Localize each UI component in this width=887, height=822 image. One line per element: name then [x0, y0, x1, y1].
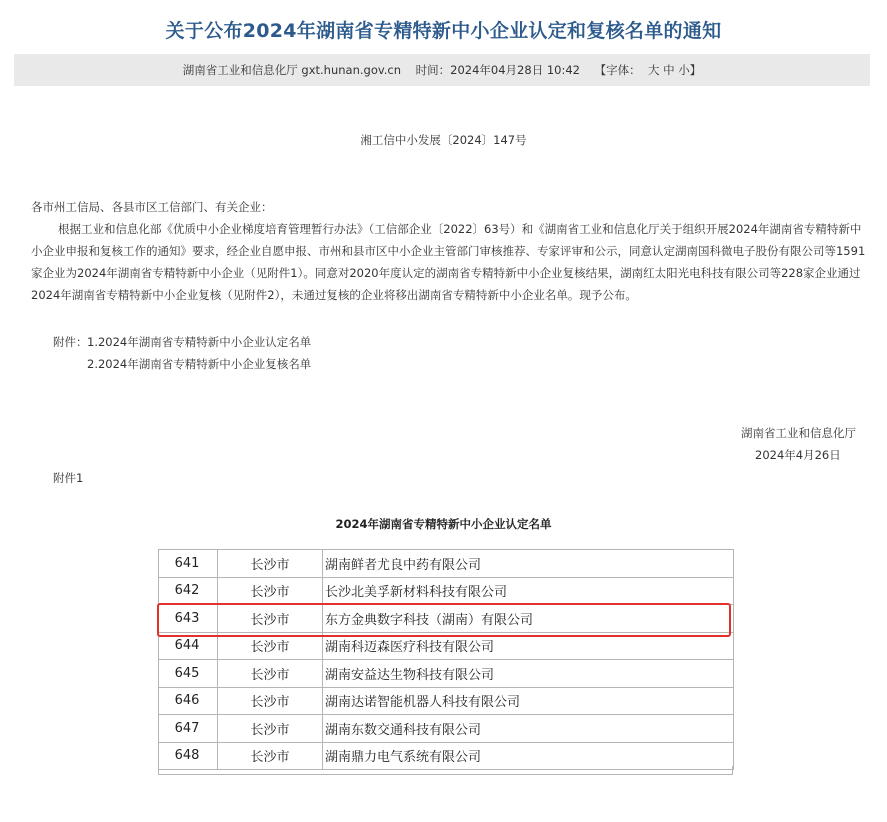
table-row-highlighted [159, 605, 734, 633]
time-label: 时间： [415, 63, 451, 77]
row-number: 648 [159, 742, 218, 770]
table-bottom-edge [158, 766, 733, 775]
publish-time: 2024年04月28日 10:42 [450, 63, 580, 77]
table-row [159, 687, 734, 715]
article-title: 关于公布2024年湖南省专精特新中小企业认定和复核名单的通知 [165, 20, 722, 42]
row-company-name: 长沙北美孚新材料科技有限公司 [323, 577, 734, 605]
row-city: 长沙市 [218, 687, 323, 715]
row-city: 长沙市 [218, 550, 323, 578]
row-number: 641 [159, 550, 218, 578]
font-medium-link[interactable]: 中 [663, 63, 675, 77]
row-company-name: 湖南鲜者尤良中药有限公司 [323, 550, 734, 578]
body-line: 根据工业和信息化部《优质中小企业梯度培育管理暂行办法》（工信部企业〔2022〕63号）和《湖南省工业和信息化厅关于组织开展2024年湖南省专精特新中 [58, 222, 862, 236]
row-company-name: 湖南达诺智能机器人科技有限公司 [323, 687, 734, 715]
attachments-label: 附件： [53, 335, 88, 349]
body-paragraph [31, 218, 866, 306]
row-city: 长沙市 [218, 577, 323, 605]
row-number: 643 [159, 605, 218, 633]
signature-organization: 湖南省工业和信息化厅 [741, 426, 856, 440]
row-city: 长沙市 [218, 632, 323, 660]
row-city: 长沙市 [218, 742, 323, 770]
attachment-link-2[interactable]: 2.2024年湖南省专精特新中小企业复核名单 [87, 357, 312, 371]
font-small-link[interactable]: 小 [678, 63, 690, 77]
table-row [159, 577, 734, 605]
table-title: 2024年湖南省专精特新中小企业认定名单 [335, 517, 552, 531]
company-list-table [158, 549, 734, 770]
row-company-name: 湖南东数交通科技有限公司 [323, 715, 734, 743]
attachment-link-1[interactable]: 1.2024年湖南省专精特新中小企业认定名单 [87, 335, 312, 349]
signature-date: 2024年4月26日 [755, 448, 841, 462]
row-number: 646 [159, 687, 218, 715]
row-number: 647 [159, 715, 218, 743]
row-company-name: 湖南科迈森医疗科技有限公司 [323, 632, 734, 660]
article-meta-bar [14, 54, 870, 86]
table-row [159, 550, 734, 578]
row-city: 长沙市 [218, 715, 323, 743]
body-line: 小企业申报和复核工作的通知》要求，经企业自愿申报、市州和县市区中小企业主管部门审核推荐、专家评审和公示，同意认定湖南国科微电子股份有限公司等1591 [31, 244, 866, 258]
row-city: 长沙市 [218, 660, 323, 688]
table-row [159, 715, 734, 743]
salutation: 各市州工信局、各县市区工信部门、有关企业： [31, 200, 273, 214]
row-company-name: 湖南鼎力电气系统有限公司 [323, 742, 734, 770]
row-company-name: 东方金典数字科技（湖南）有限公司 [323, 605, 734, 633]
appendix-label: 附件1 [53, 471, 84, 485]
row-number: 645 [159, 660, 218, 688]
row-city: 长沙市 [218, 605, 323, 633]
row-number: 644 [159, 632, 218, 660]
row-number: 642 [159, 577, 218, 605]
row-company-name: 湖南安益达生物科技有限公司 [323, 660, 734, 688]
article-source: 湖南省工业和信息化厅 gxt.hunan.gov.cn [182, 63, 402, 77]
font-size-close: 】 [689, 63, 702, 77]
font-size-label: 【字体： [594, 63, 641, 77]
body-line: 家企业为2024年湖南省专精特新中小企业（见附件1）。同意对2020年度认定的湖南省专精特新中小企业复核结果，湖南红太阳光电科技有限公司等228家企业通过 [31, 266, 861, 280]
body-line: 2024年湖南省专精特新中小企业复核（见附件2），未通过复核的企业将移出湖南省专精特新中小企业名单。现予公布。 [31, 288, 637, 302]
font-large-link[interactable]: 大 [647, 63, 660, 77]
table-row [159, 660, 734, 688]
table-row [159, 632, 734, 660]
document-number: 湘工信中小发展〔2024〕147号 [360, 133, 527, 147]
